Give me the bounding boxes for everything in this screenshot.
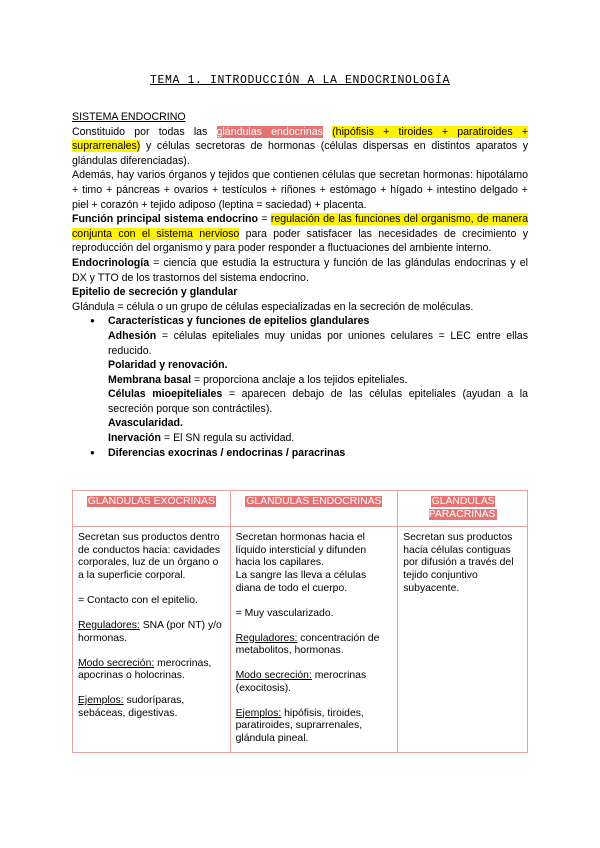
feature-membrana: Membrana basal = proporciona anclaje a los tejidos epiteliales. — [108, 373, 408, 386]
feature-polaridad: Polaridad y renovación. — [108, 359, 228, 372]
paragraph-endocrinologia: Endocrinología = ciencia que estudia la estructura y función de las glándulas endocrinas y el DX y TTO de los trastornos del sistema endocrino. — [72, 256, 528, 284]
highlight-glandulas-list: (hipófisis + tiroides + paratiroides + suprarrenales) — [72, 125, 529, 153]
cell-endocrinas: Secretan hormonas hacia el líquido intersticial y difunden hacia los capilares. La sangre las lleva a células diana de todo el cuerpo. = Muy vascularizado. Reguladores: concentración de metabolitos, hormonas. Modo secreción: merocrinas (exocitosis). Ejemplos: hipófisis, tiroides, paratiroides, suprarrenales, glándula pineal. — [230, 527, 398, 753]
highlight-glandulas-endocrinas: glándulas endocrinas — [216, 125, 323, 138]
paragraph-organos-tejidos: Además, hay varios órganos y tejidos que contienen células que secretan hormonas: hipotálamo + timo + páncreas + ovarios + testículos + riñones + estómago + hígado + intestino delgado + piel + corazón + tejido adiposo (leptina = saciedad) + placenta. — [72, 169, 528, 211]
page-title: TEMA 1. INTRODUCCIÓN A LA ENDOCRINOLOGÍA — [149, 74, 451, 87]
subheading-epitelio: Epitelio de secreción y glandular — [72, 286, 238, 299]
paragraph-sistema-endocrino: Constituido por todas las glándulas endocrinas (hipófisis + tiroides + paratiroides + suprarrenales) y células secretoras de hormonas (células dispersas en distintos aparatos y glándulas diferenciadas). — [72, 125, 529, 167]
bullet-list — [72, 314, 528, 460]
header-endocrinas: GLÁNDULAS ENDOCRINAS — [230, 491, 398, 527]
paragraph-glandula: Glándula = célula o un grupo de células especializadas en la secreción de moléculas. — [72, 300, 474, 313]
glandulas-table — [72, 490, 528, 753]
header-exocrinas: GLÁNDULAS EXOCRINAS — [73, 491, 231, 527]
header-paracrinas: GLÁNDULAS PARACRINAS — [398, 491, 528, 527]
feature-adhesion: Adhesión = células epiteliales muy unidas por uniones celulares = LEC entre ellas reducido. — [108, 329, 528, 357]
bullet-caracteristicas: ● Características y funciones de epitelios glandulares — [72, 314, 528, 329]
document-body — [72, 110, 528, 460]
paragraph-funcion-principal: Función principal sistema endocrino = regulación de las funciones del organismo, de manera conjunta con el sistema nervioso para poder satisfacer las necesidades de crecimiento y reproducción del organismo y para poder responder a fluctuaciones del ambiente interno. — [72, 213, 528, 255]
table-row — [73, 527, 528, 753]
section-heading: SISTEMA ENDOCRINO — [72, 111, 186, 123]
highlight-regulacion: regulación de las funciones del organismo, de manera conjunta con el sistema nervioso — [72, 213, 528, 240]
cell-exocrinas: Secretan sus productos dentro de conductos hacia: cavidades corporales, luz de un órgano o a la superficie corporal. = Contacto con el epitelio. Reguladores: SNA (por NT) y/o hormonas. Modo secreción: merocrinas, apocrinas o holocrinas. Ejemplos: sudoríparas, sebáceas, digestivas. — [73, 527, 231, 753]
bullet-diferencias: ● Diferencias exocrinas / endocrinas / paracrinas — [72, 446, 528, 461]
table-header-row — [73, 491, 528, 527]
feature-inervacion: Inervación = El SN regula su actividad. — [108, 432, 295, 445]
feature-mioepiteliales: Células mioepiteliales = aparecen debajo de las células epiteliales (ayudan a la secreción porque son contráctiles). — [108, 388, 528, 415]
cell-paracrinas: Secretan sus productos hacia células contiguas por difusión a través del tejido conjuntivo subyacente. — [398, 527, 528, 753]
feature-avascularidad: Avascularidad. — [108, 417, 183, 430]
